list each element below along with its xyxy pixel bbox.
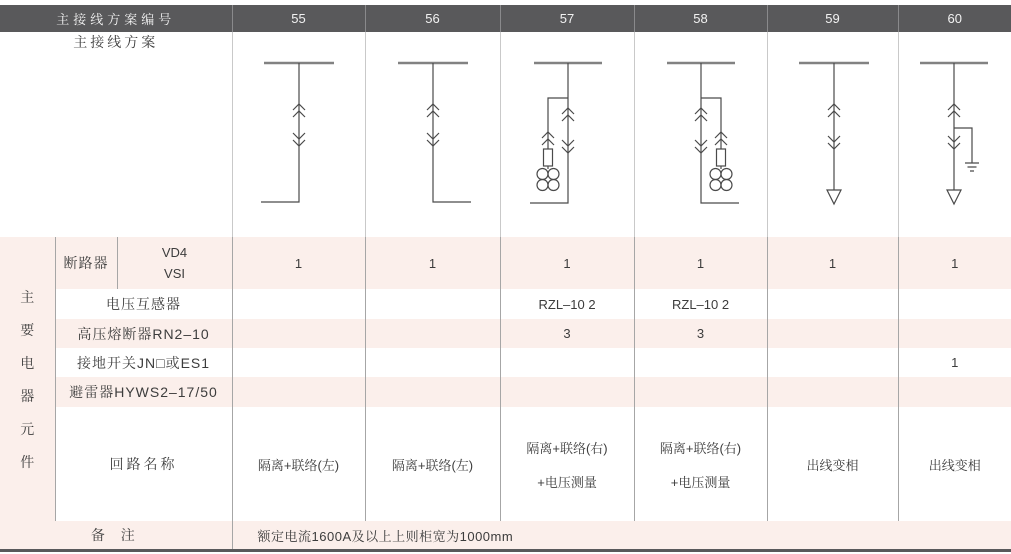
breaker-qty-60: 1 <box>898 237 1011 289</box>
remark-label: 备 注 <box>90 527 141 543</box>
vt-qty-57: RZL–10 2 <box>500 289 634 319</box>
wiring-diagram-58 <box>634 32 767 237</box>
fuse-qty-60 <box>898 319 1011 348</box>
fuse-icon <box>543 149 552 166</box>
component-row-arrester <box>0 377 1011 407</box>
voltage-transformer-icon <box>537 169 559 191</box>
wiring-diagram-row <box>0 32 1011 237</box>
breaker-type: VD4 VSI <box>117 237 232 289</box>
arrester-qty-56 <box>365 377 500 407</box>
arrester-qty-59 <box>767 377 898 407</box>
circuit-name-60: 出线变相 <box>898 407 1011 521</box>
diagram-56-svg <box>366 32 501 237</box>
fuse-qty-58: 3 <box>634 319 767 348</box>
fuse-qty-56 <box>365 319 500 348</box>
remark-text: 额定电流1600A及以上上则柜宽为1000mm <box>232 521 1011 549</box>
arrester-label: 避雷器HYWS2–17/50 <box>55 377 232 407</box>
vt-qty-60 <box>898 289 1011 319</box>
vt-qty-58: RZL–10 2 <box>634 289 767 319</box>
fuse-qty-55 <box>232 319 365 348</box>
vt-qty-55 <box>232 289 365 319</box>
voltage-transformer-icon <box>710 169 732 191</box>
wiring-diagram-55 <box>232 32 365 237</box>
hv-fuse-label: 高压熔断器RN2–10 <box>55 319 232 348</box>
arrester-qty-58 <box>634 377 767 407</box>
breaker-label: 断路器 <box>55 237 117 289</box>
circuit-name-56: 隔离+联络(左) <box>365 407 500 521</box>
wiring-diagram-59 <box>767 32 898 237</box>
circuit-name-label: 回路名称 <box>55 407 232 521</box>
diagram-57-svg <box>501 32 635 237</box>
main-components-group-label-text: 主 要 电 器 元 件 <box>20 288 35 470</box>
main-components-group-label <box>0 237 55 521</box>
vt-qty-59 <box>767 289 898 319</box>
remark-row <box>0 521 1011 549</box>
arrester-qty-60 <box>898 377 1011 407</box>
earth-switch-qty-58 <box>634 348 767 377</box>
circuit-name-55: 隔离+联络(左) <box>232 407 365 521</box>
fuse-icon <box>716 149 725 166</box>
scheme-number-59: 59 <box>767 5 898 32</box>
breaker-qty-55: 1 <box>232 237 365 289</box>
main-wiring-scheme-table <box>0 5 1011 549</box>
wiring-diagram-60 <box>898 32 1011 237</box>
scheme-number-header-title: 主接线方案编号 <box>56 12 176 27</box>
scheme-number-header-row <box>0 5 1011 32</box>
wiring-diagram-57 <box>500 32 634 237</box>
bottom-rule <box>0 549 1011 552</box>
fuse-qty-57: 3 <box>500 319 634 348</box>
cable-termination-icon <box>827 190 841 204</box>
scheme-number-60: 60 <box>898 5 1011 32</box>
scheme-number-56: 56 <box>365 5 500 32</box>
diagram-58-svg <box>635 32 768 237</box>
earth-icon <box>965 163 979 171</box>
component-row-voltage-transformer <box>0 289 1011 319</box>
earth-switch-qty-60: 1 <box>898 348 1011 377</box>
component-row-hv-fuse <box>0 319 1011 348</box>
voltage-transformer-label: 电压互感器 <box>55 289 232 319</box>
arrester-qty-57 <box>500 377 634 407</box>
breaker-qty-56: 1 <box>365 237 500 289</box>
circuit-name-58: 隔离+联络(右) +电压测量 <box>634 407 767 521</box>
fuse-qty-59 <box>767 319 898 348</box>
earth-switch-qty-59 <box>767 348 898 377</box>
diagram-55-svg <box>233 32 366 237</box>
scheme-number-58: 58 <box>634 5 767 32</box>
earth-switch-qty-57 <box>500 348 634 377</box>
breaker-qty-57: 1 <box>500 237 634 289</box>
cable-termination-icon <box>947 190 961 204</box>
circuit-name-57: 隔离+联络(右) +电压测量 <box>500 407 634 521</box>
vt-qty-56 <box>365 289 500 319</box>
breaker-qty-59: 1 <box>767 237 898 289</box>
diagram-59-svg <box>768 32 899 237</box>
diagram-60-svg <box>899 32 1011 237</box>
component-row-breaker <box>0 237 1011 289</box>
wiring-diagram-row-label: 主接线方案 <box>73 34 159 50</box>
earth-switch-label: 接地开关JN□或ES1 <box>55 348 232 377</box>
circuit-name-59: 出线变相 <box>767 407 898 521</box>
earth-switch-qty-55 <box>232 348 365 377</box>
feeder-line <box>261 63 299 202</box>
breaker-qty-58: 1 <box>634 237 767 289</box>
scheme-number-57: 57 <box>500 5 634 32</box>
circuit-name-row <box>0 407 1011 521</box>
arrester-qty-55 <box>232 377 365 407</box>
wiring-diagram-56 <box>365 32 500 237</box>
component-row-earth-switch <box>0 348 1011 377</box>
earth-switch-qty-56 <box>365 348 500 377</box>
feeder-line <box>433 63 471 202</box>
scheme-number-55: 55 <box>232 5 365 32</box>
